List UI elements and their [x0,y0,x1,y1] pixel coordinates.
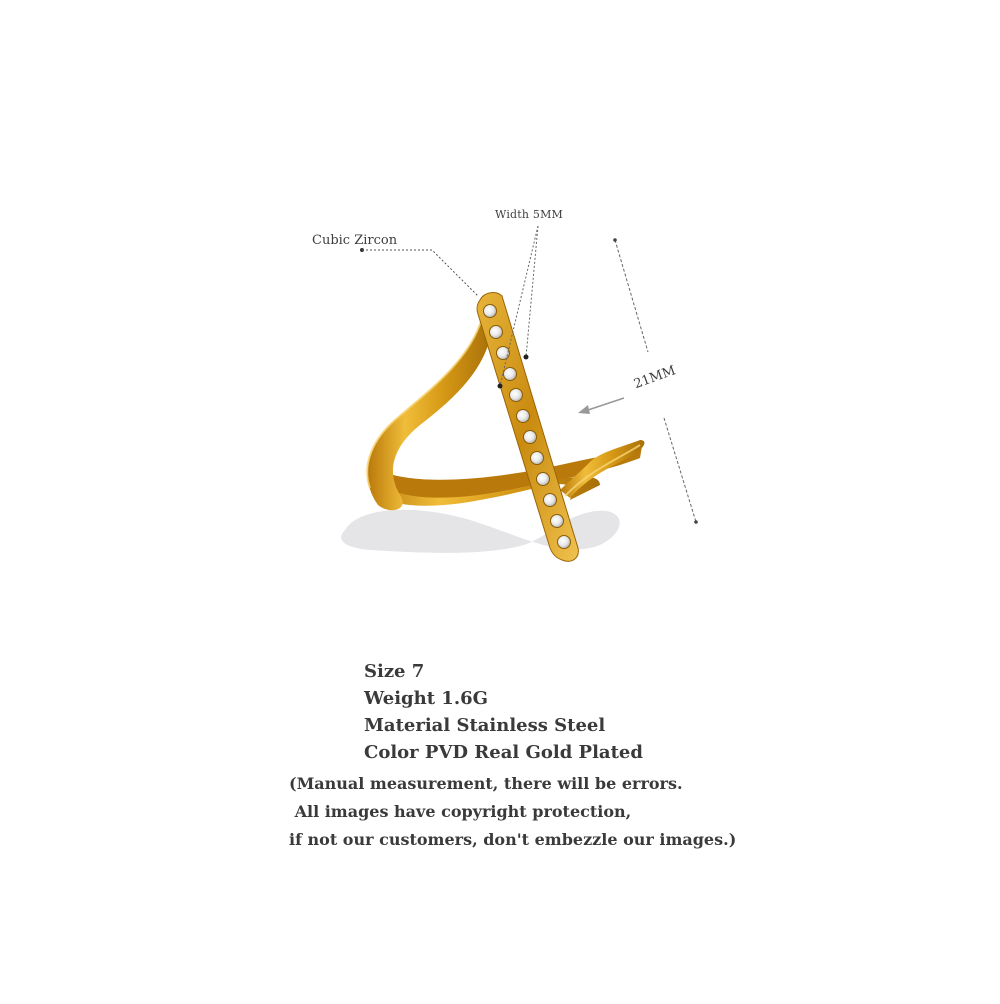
copyright-notice [289,770,736,854]
spec-weight: Weight 1.6G [364,688,488,709]
spec-size: Size 7 [364,661,425,682]
notice-line-2: All images have copyright protection, [289,802,632,821]
spec-color: Color PVD Real Gold Plated [364,742,643,763]
cubic-zircon-label: Cubic Zircon [312,233,398,248]
notice-line-3: if not our customers, don't embezzle our images.) [289,830,737,849]
spec-material: Material Stainless Steel [364,715,606,736]
height-label: 21MM [632,363,678,393]
notice-line-1: (Manual measurement, there will be errors. [289,774,683,793]
product-specs [364,658,643,766]
cubic-zircon-leader [360,248,478,296]
width-label: Width 5MM [495,208,563,221]
